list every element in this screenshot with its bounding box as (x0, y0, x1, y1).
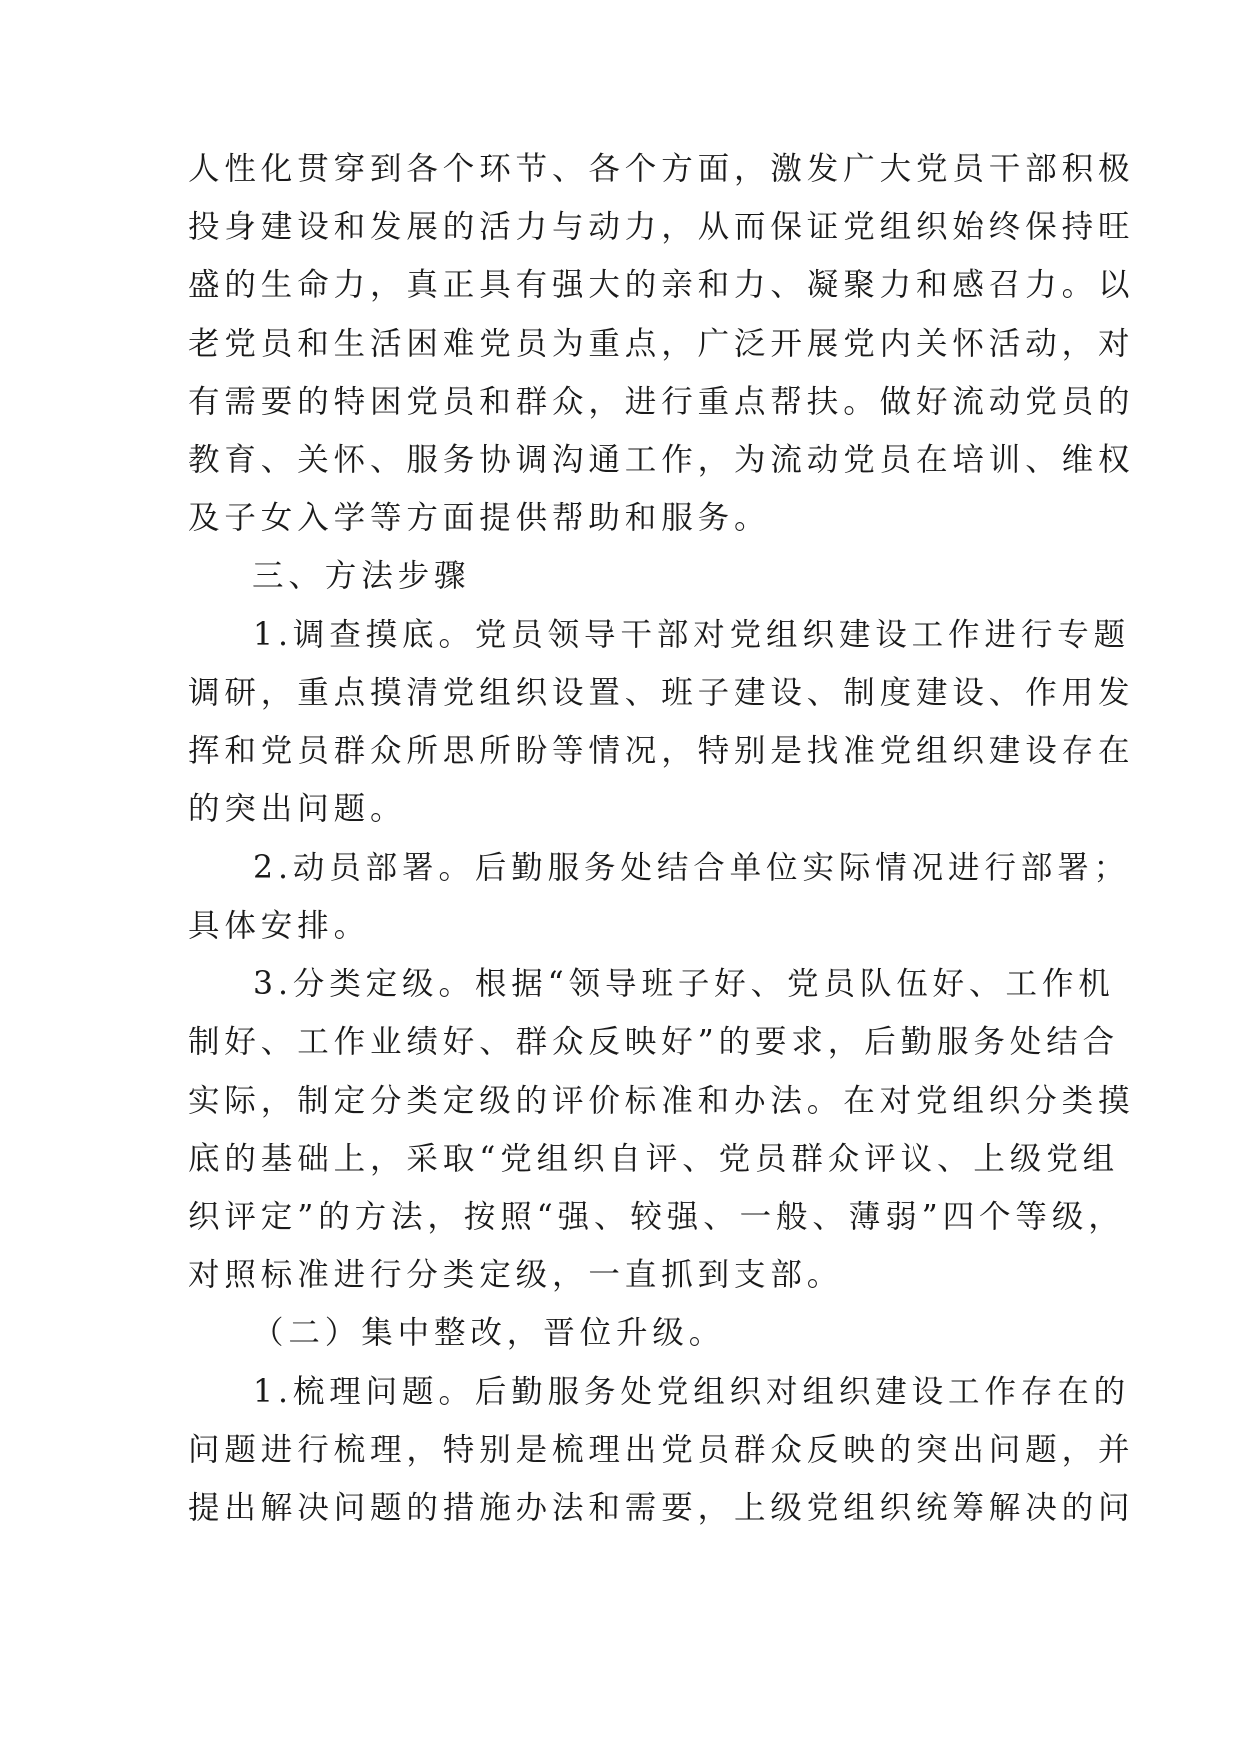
body-text-line: 织评定”的方法，按照“强、较强、一般、薄弱”四个等级， (188, 1199, 1125, 1235)
body-text-line: 对照标准进行分类定级，一直抓到支部。 (188, 1257, 844, 1293)
body-text-line: 挥和党员群众所思所盼等情况，特别是找准党组织建设存在 (188, 733, 1135, 769)
body-text-line: 问题进行梳理，特别是梳理出党员群众反映的突出问题，并 (188, 1432, 1135, 1468)
body-text-line: 老党员和生活困难党员为重点，广泛开展党内关怀活动，对 (188, 326, 1135, 362)
body-text-line: 实际，制定分类定级的评价标准和办法。在对党组织分类摸 (188, 1083, 1135, 1119)
body-text-line: 及子女入学等方面提供帮助和服务。 (188, 500, 771, 536)
section-heading: 三、方法步骤 (252, 558, 471, 594)
body-text-line: 具体安排。 (188, 908, 371, 944)
body-text-line: 人性化贯穿到各个环节、各个方面，激发广大党员干部积极 (188, 151, 1135, 187)
body-text-line: 调研，重点摸清党组织设置、班子建设、制度建设、作用发 (188, 675, 1135, 711)
body-text-line: 教育、关怀、服务协调沟通工作，为流动党员在培训、维权 (188, 442, 1135, 478)
body-text-line: 1.调查摸底。党员领导干部对党组织建设工作进行专题 (253, 617, 1131, 653)
body-text-line: 2.动员部署。后勤服务处结合单位实际情况进行部署； (253, 850, 1131, 886)
body-text-line: 的突出问题。 (188, 791, 407, 827)
body-text-line: 3.分类定级。根据“领导班子好、党员队伍好、工作机 (253, 966, 1115, 1002)
body-text-line: 投身建设和发展的活力与动力，从而保证党组织始终保持旺 (188, 209, 1135, 245)
body-text-line: 提出解决问题的措施办法和需要，上级党组织统筹解决的问 (188, 1490, 1135, 1526)
body-text-line: 1.梳理问题。后勤服务处党组织对组织建设工作存在的 (253, 1374, 1131, 1410)
body-text-line: 底的基础上，采取“党组织自评、党员群众评议、上级党组 (188, 1141, 1120, 1177)
body-text-line: 有需要的特困党员和群众，进行重点帮扶。做好流动党员的 (188, 384, 1135, 420)
body-text-line: 制好、工作业绩好、群众反映好”的要求，后勤服务处结合 (188, 1024, 1120, 1060)
subsection-heading: （二）集中整改，晋位升级。 (252, 1315, 726, 1351)
body-text-line: 盛的生命力，真正具有强大的亲和力、凝聚力和感召力。以 (188, 267, 1135, 303)
